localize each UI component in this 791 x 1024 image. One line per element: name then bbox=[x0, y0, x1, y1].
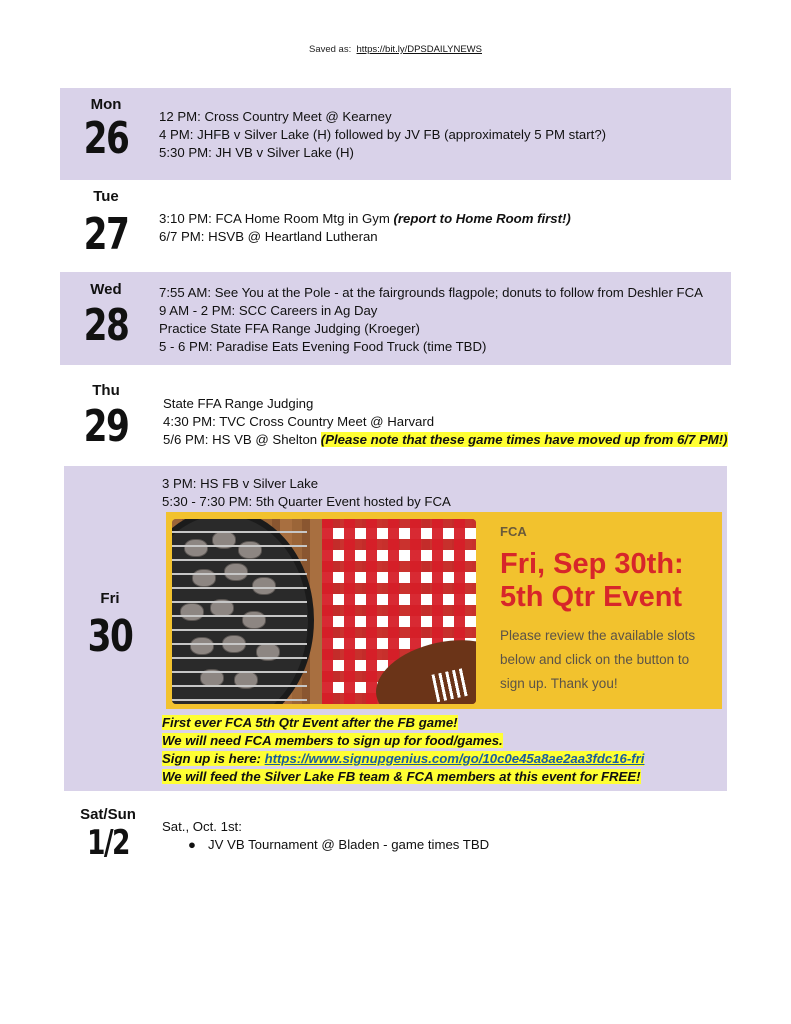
event-line: Practice State FFA Range Judging (Kroeger) bbox=[159, 321, 420, 336]
day-row-mon bbox=[60, 88, 731, 180]
day-row-wed bbox=[60, 272, 731, 365]
day-number: 28 bbox=[83, 300, 129, 351]
day-events-thu bbox=[163, 395, 728, 449]
saved-as-label: Saved as: bbox=[308, 44, 352, 55]
day-label-weekend bbox=[62, 806, 154, 861]
day-name: Thu bbox=[92, 382, 120, 399]
banner-description: Please review the available slots below and click on the button to sign up. Thank you! bbox=[500, 628, 696, 691]
event-line: 5:30 PM: JH VB v Silver Lake (H) bbox=[159, 145, 354, 160]
banner-label: FCA bbox=[500, 524, 527, 539]
event-line: Sat., Oct. 1st: bbox=[162, 819, 242, 834]
fca-event-banner[interactable] bbox=[166, 512, 722, 709]
day-number: 26 bbox=[83, 113, 129, 164]
day-label-mon bbox=[60, 96, 152, 164]
note-line: We will need FCA members to sign up for food/games. bbox=[162, 733, 503, 748]
day-row-tue bbox=[60, 180, 731, 272]
day-number: 29 bbox=[83, 401, 129, 452]
bullet-item: ● JV VB Tournament @ Bladen - game times TBD bbox=[162, 836, 489, 854]
day-number: 30 bbox=[87, 611, 133, 662]
event-line: 5/6 PM: HS VB @ Shelton (Please note that these game times have moved up from 6/7 PM!) bbox=[163, 432, 728, 447]
event-line: 5 - 6 PM: Paradise Eats Evening Food Truck (time TBD) bbox=[159, 339, 487, 354]
event-line: 7:55 AM: See You at the Pole - at the fairgrounds flagpole; donuts to follow from Deshler FCA bbox=[159, 285, 703, 300]
banner-title: Fri, Sep 30th: 5th Qtr Event bbox=[500, 548, 684, 613]
day-label-wed bbox=[60, 281, 152, 351]
note-line: First ever FCA 5th Qtr Event after the FB game! bbox=[162, 715, 458, 730]
day-events-wed bbox=[159, 284, 703, 356]
fri-notes bbox=[162, 714, 644, 786]
day-name: Sat/Sun bbox=[80, 806, 136, 823]
day-label-tue bbox=[60, 188, 152, 260]
event-line: 12 PM: Cross Country Meet @ Kearney bbox=[159, 109, 392, 124]
event-line: State FFA Range Judging bbox=[163, 396, 314, 411]
event-note: (report to Home Room first!) bbox=[393, 211, 571, 226]
day-name: Tue bbox=[93, 188, 119, 205]
event-line: 4 PM: JHFB v Silver Lake (H) followed by JV FB (approximately 5 PM start?) bbox=[159, 127, 607, 142]
day-row-weekend bbox=[60, 800, 731, 880]
grill-picnic-image bbox=[172, 519, 476, 704]
day-events-tue bbox=[159, 210, 571, 246]
day-events-fri bbox=[162, 475, 451, 511]
saved-as-line bbox=[0, 44, 791, 55]
day-name: Fri bbox=[100, 590, 120, 607]
day-name: Mon bbox=[90, 96, 122, 113]
day-row-thu bbox=[60, 365, 731, 465]
day-name: Wed bbox=[90, 281, 122, 298]
note-line: We will feed the Silver Lake FB team & FCA members at this event for FREE! bbox=[162, 769, 641, 784]
note-line: Sign up is here: bbox=[162, 751, 265, 766]
bullet-icon: ● bbox=[188, 837, 196, 852]
day-label-thu bbox=[60, 382, 152, 452]
day-events-weekend bbox=[162, 818, 489, 854]
event-line: 5:30 - 7:30 PM: 5th Quarter Event hosted by FCA bbox=[162, 494, 451, 509]
event-note-highlighted: (Please note that these game times have moved up from 6/7 PM!) bbox=[320, 432, 728, 447]
saved-url-link[interactable]: https://bit.ly/DPSDAILYNEWS bbox=[356, 44, 482, 55]
day-events-mon bbox=[159, 108, 606, 162]
signup-link[interactable]: https://www.signupgenius.com/go/10c0e45a8ae2aa3fdc16-fri bbox=[264, 751, 645, 766]
day-label-fri bbox=[64, 590, 156, 662]
day-number: 1/2 bbox=[87, 823, 129, 863]
event-line: 4:30 PM: TVC Cross Country Meet @ Harvard bbox=[163, 414, 435, 429]
event-line: 3 PM: HS FB v Silver Lake bbox=[162, 476, 319, 491]
event-line: 3:10 PM: FCA Home Room Mtg in Gym (report to Home Room first!) bbox=[159, 211, 571, 226]
event-line: 9 AM - 2 PM: SCC Careers in Ag Day bbox=[159, 303, 378, 318]
event-line: 6/7 PM: HSVB @ Heartland Lutheran bbox=[159, 229, 378, 244]
day-number: 27 bbox=[83, 209, 129, 260]
